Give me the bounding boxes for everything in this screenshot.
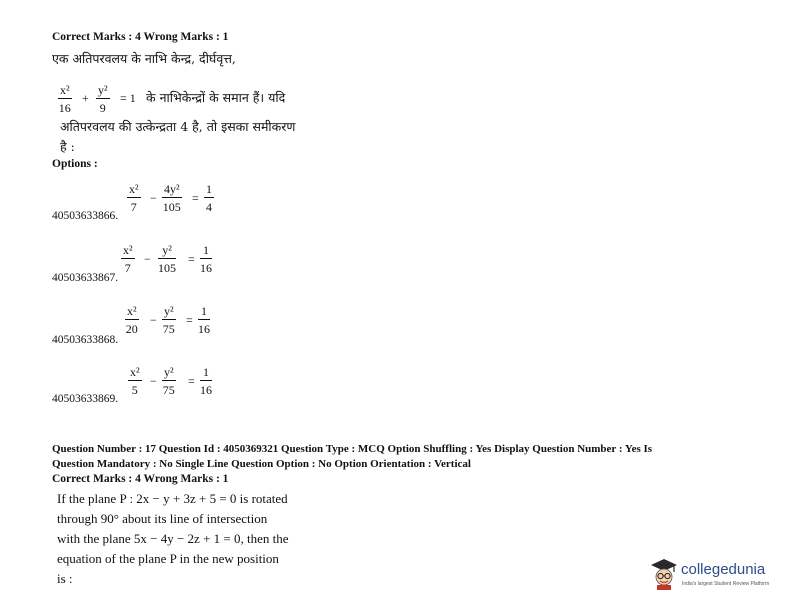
- option-3-id: 40503633868.: [52, 334, 119, 346]
- option-3-c-den: 16: [198, 322, 210, 336]
- option-1-term-a: [127, 183, 141, 213]
- option-2-b-num: y²: [158, 244, 176, 259]
- option-2-a-den: 7: [124, 261, 131, 275]
- ellipse-term1: [58, 84, 72, 114]
- ellipse-t2-num: y²: [98, 83, 108, 97]
- option-4-b-num: y²: [164, 365, 174, 379]
- option-2-c-num: 1: [200, 244, 212, 259]
- ellipse-t1-den: 16: [58, 101, 71, 115]
- option-3-b-den: 75: [162, 322, 175, 336]
- graduate-mascot-icon: [650, 557, 678, 591]
- q16-hindi-line3: अतिपरवलय की उत्केन्द्रता 4 है, तो इसका समीकरण: [60, 119, 296, 134]
- option-3-term-b: [162, 305, 176, 335]
- option-1-id: 40503633866.: [52, 210, 119, 222]
- option-1-minus: −: [150, 191, 157, 205]
- ellipse-t1-num: x²: [60, 83, 70, 97]
- ellipse-term2: [96, 84, 110, 114]
- option-4-c-den: 16: [200, 383, 212, 397]
- q16-hindi-line1: एक अतिपरवलय के नाभि केन्द्र, दीर्घवृत्त,: [52, 51, 236, 66]
- option-1-b-num: 4y²: [164, 182, 180, 196]
- option-4-a-num: x²: [130, 365, 140, 379]
- option-4-c-num: 1: [200, 366, 212, 381]
- option-3-a-den: 20: [125, 322, 138, 336]
- option-2-term-b: [158, 244, 176, 274]
- option-1-equals: =: [192, 191, 199, 205]
- ellipse-t2-den: 9: [99, 101, 106, 115]
- option-2-c-den: 16: [200, 261, 212, 275]
- q17-text-line-4: equation of the plane P in the new position: [57, 551, 279, 566]
- option-4-minus: −: [150, 374, 157, 388]
- option-1-term-b: [162, 183, 182, 213]
- q17-marks: Correct Marks : 4 Wrong Marks : 1: [52, 473, 229, 485]
- option-1-c-den: 4: [206, 200, 212, 214]
- q17-question-text: [57, 489, 289, 589]
- ellipse-rhs: = 1: [120, 91, 136, 105]
- option-1-a-num: x²: [129, 182, 139, 196]
- collegedunia-name: collegedunia: [681, 561, 766, 578]
- q16-hindi-line2: के नाभिकेन्द्रों के समान हैं। यदि: [146, 90, 286, 105]
- option-3-c-num: 1: [198, 305, 210, 320]
- option-4-equals: =: [188, 374, 195, 388]
- options-label: Options :: [52, 158, 98, 170]
- option-2-equals: =: [188, 252, 195, 266]
- q17-meta-line1: Question Number : 17 Question Id : 4050369321 Question Type : MCQ Option Shuffling : Yes Display Question Number : Yes Is: [52, 443, 653, 455]
- q16-marks: Correct Marks : 4 Wrong Marks : 1: [52, 31, 229, 43]
- collegedunia-tagline: India's largest Student Review Platform: [682, 581, 770, 587]
- option-4-b-den: 75: [162, 383, 175, 397]
- option-1-a-den: 7: [130, 200, 137, 214]
- q17-text-line-5: is :: [57, 571, 73, 586]
- collegedunia-logo: [650, 555, 780, 595]
- q17-meta-line2: Question Mandatory : No Single Line Question Option : No Option Orientation : Vertical: [52, 458, 471, 470]
- q16-hindi-line4: है :: [60, 139, 75, 154]
- option-4-term-c: [200, 366, 212, 396]
- q17-text-line-2: through 90° about its line of intersection: [57, 511, 268, 526]
- ellipse-plus: +: [82, 91, 89, 105]
- option-3-term-a: [125, 305, 139, 335]
- option-2-b-den: 105: [158, 261, 176, 275]
- option-3-minus: −: [150, 313, 157, 327]
- option-2-term-a: [121, 244, 135, 274]
- option-2-a-num: x²: [123, 243, 133, 257]
- option-3-a-num: x²: [127, 304, 137, 318]
- option-1-c-num: 1: [206, 182, 212, 196]
- q17-text-line-1: If the plane P : 2x − y + 3z + 5 = 0 is rotated: [57, 491, 288, 506]
- option-3-b-num: y²: [164, 304, 174, 318]
- option-4-term-b: [162, 366, 176, 396]
- option-3-term-c: [198, 305, 210, 335]
- option-4-id: 40503633869.: [52, 393, 119, 405]
- option-4-a-den: 5: [131, 383, 138, 397]
- option-2-minus: −: [144, 252, 151, 266]
- option-2-term-c: [200, 244, 212, 274]
- option-1-term-c: [204, 183, 214, 213]
- option-1-b-den: 105: [162, 200, 181, 214]
- option-4-term-a: [128, 366, 142, 396]
- q17-text-line-3: with the plane 5x − 4y − 2z + 1 = 0, then the: [57, 531, 289, 546]
- option-3-equals: =: [186, 313, 193, 327]
- option-2-id: 40503633867.: [52, 272, 119, 284]
